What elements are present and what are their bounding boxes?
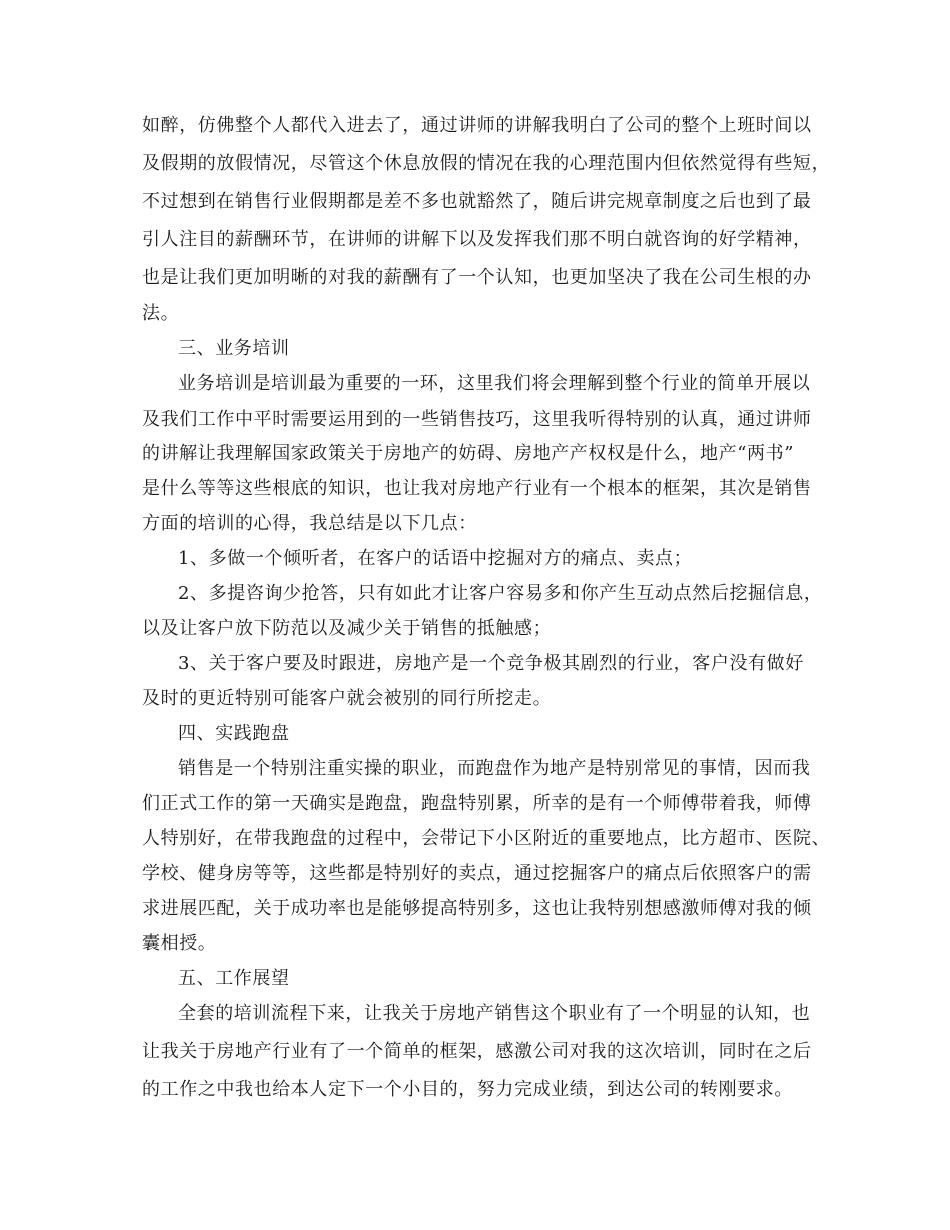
list-item: 2、多提咨询少抢答，只有如此才让客户容易多和你产生互动点然后挖掘信息， [178,583,823,604]
text-line: 方面的培训的心得，我总结是以下几点： [142,513,477,534]
text-line: 人特别好，在带我跑盘的过程中，会带记下小区附近的重要地点，比方超市、医院、 [142,828,831,849]
text-line: 们正式工作的第一天确实是跑盘，跑盘特别累，所幸的是有一个师傅带着我，师傅 [142,793,812,814]
text-line: 是什么等等这些根底的知识，也让我对房地产行业有一个根本的框架，其次是销售 [142,478,812,499]
text-line: 的讲解让我理解国家政策关于房地产的妨碍、房地产产权权是什么，地产“两书” [142,443,795,464]
text-line: 求进展匹配，关于成功率也是能够提高特别多，这也让我特别想感激师傅对我的倾 [142,898,812,919]
text-line: 法。 [142,303,180,324]
text-line: 及时的更近特别可能客户就会被别的同行所挖走。 [142,688,552,709]
list-item: 1、多做一个倾听者，在客户的话语中挖掘对方的痛点、卖点； [178,548,693,569]
list-item: 3、关于客户要及时跟进，房地产是一个竞争极其剧烈的行业，客户没有做好 [178,653,804,674]
section-heading: 五、工作展望 [178,968,290,989]
text-line: 销售是一个特别注重实操的职业，而跑盘作为地产是特别常见的事情，因而我 [178,758,811,779]
text-line: 也是让我们更加明晰的对我的薪酬有了一个认知，也更加坚决了我在公司生根的办 [142,267,812,288]
text-line: 如醉，仿佛整个人都代入进去了，通过讲师的讲解我明白了公司的整个上班时间以 [142,115,812,136]
text-line: 不过想到在销售行业假期都是差不多也就豁然了，随后讲完规章制度之后也到了最 [142,191,812,212]
text-line: 囊相授。 [142,933,217,954]
text-line: 及假期的放假情况，尽管这个休息放假的情况在我的心理范围内但依然觉得有些短， [142,153,831,174]
text-line: 及我们工作中平时需要运用到的一些销售技巧，这里我听得特别的认真，通过讲师 [142,409,812,430]
section-heading: 四、实践跑盘 [178,723,290,744]
text-line: 引人注目的薪酬环节，在讲师的讲解下以及发挥我们那不明白就咨询的好学精神， [142,229,812,250]
text-line: 学校、健身房等等，这些都是特别好的卖点，通过挖掘客户的痛点后依照客户的需 [142,863,812,884]
text-line: 以及让客户放下防范以及减少关于销售的抵触感； [142,618,552,639]
text-line: 让我关于房地产行业有了一个简单的框架，感激公司对我的这次培训，同时在之后 [142,1041,812,1062]
text-line: 全套的培训流程下来，让我关于房地产销售这个职业有了一个明显的认知，也 [178,1003,811,1024]
text-line: 的工作之中我也给本人定下一个小目的，努力完成业绩，到达公司的转刚要求。 [142,1079,793,1100]
section-heading: 三、业务培训 [178,338,290,359]
text-line: 业务培训是培训最为重要的一环，这里我们将会理解到整个行业的简单开展以 [178,373,811,394]
